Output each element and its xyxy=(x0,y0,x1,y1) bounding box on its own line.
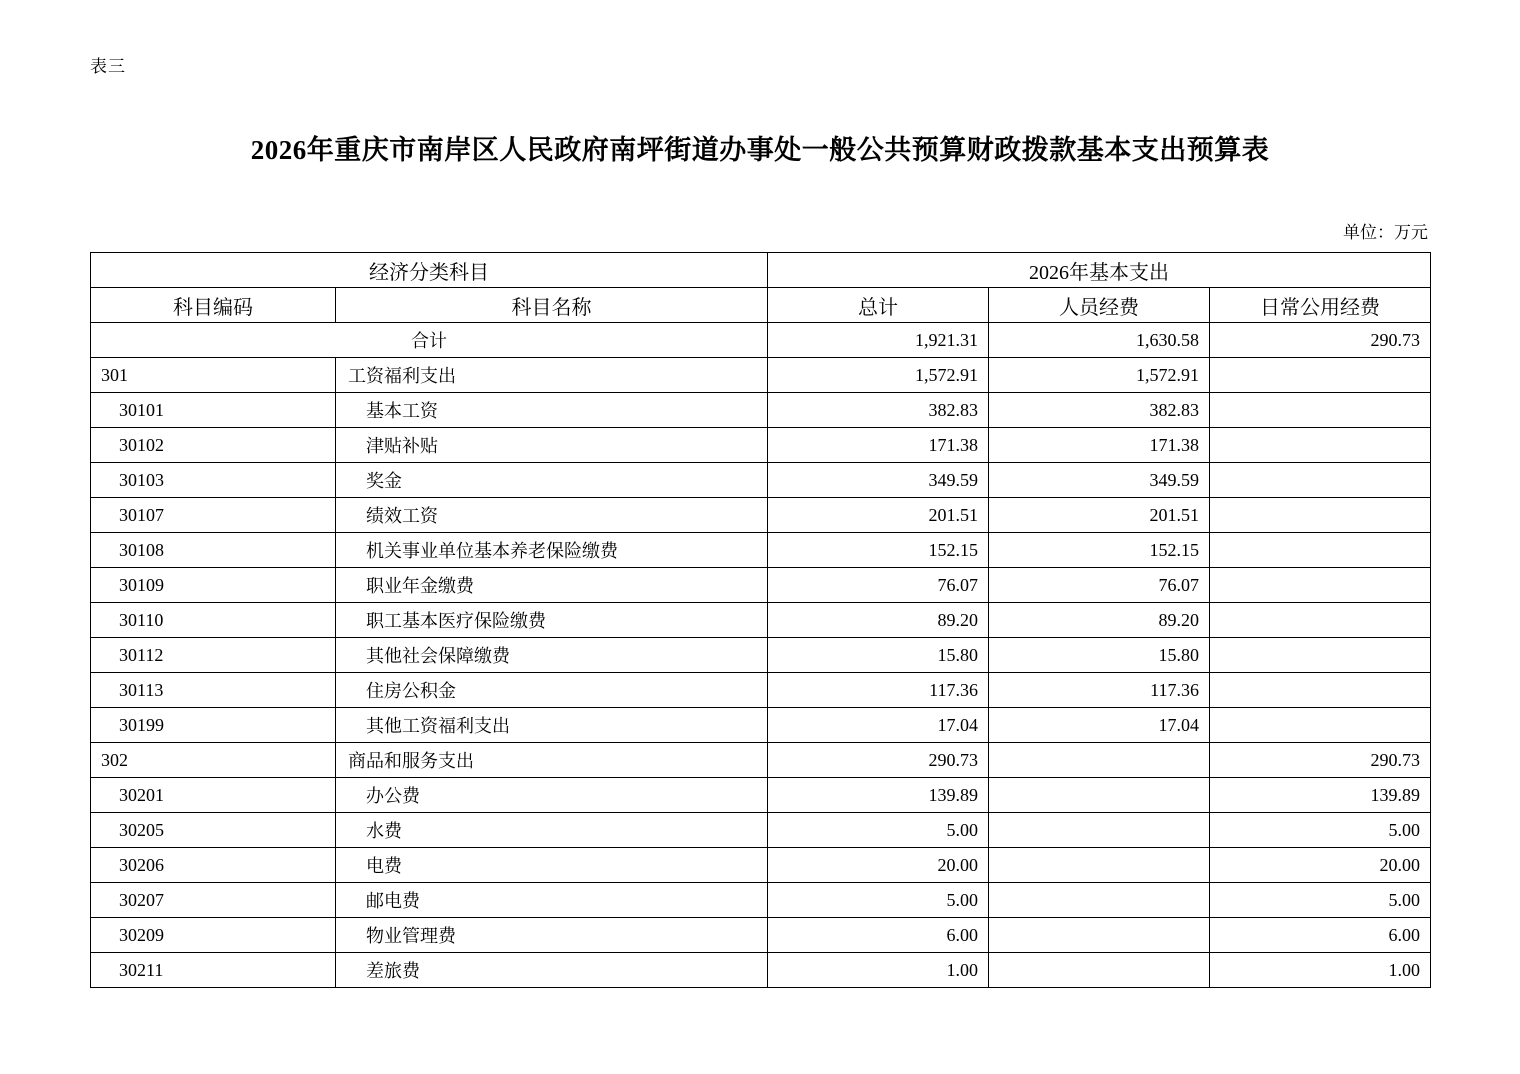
table-row xyxy=(91,953,1431,988)
cell-total: 5.00 xyxy=(768,813,989,848)
cell-total: 1.00 xyxy=(768,953,989,988)
table-row xyxy=(91,463,1431,498)
cell-personnel xyxy=(989,778,1210,813)
cell-code: 30206 xyxy=(91,848,336,883)
table-row xyxy=(91,533,1431,568)
page-title: 2026年重庆市南岸区人民政府南坪街道办事处一般公共预算财政拨款基本支出预算表 xyxy=(250,135,1270,165)
cell-total: 290.73 xyxy=(768,743,989,778)
table-row xyxy=(91,638,1431,673)
total-sum: 1,921.31 xyxy=(768,323,989,358)
table-row xyxy=(91,883,1431,918)
cell-personnel xyxy=(989,848,1210,883)
cell-code: 30109 xyxy=(91,568,336,603)
unit-note: 单位：万元 xyxy=(1343,223,1428,242)
sheet-label: 表三 xyxy=(90,57,126,76)
cell-daily: 139.89 xyxy=(1210,778,1431,813)
cell-daily: 5.00 xyxy=(1210,813,1431,848)
cell-daily: 20.00 xyxy=(1210,848,1431,883)
table-header-group-row xyxy=(91,253,1431,288)
cell-name: 奖金 xyxy=(336,463,768,498)
cell-personnel: 76.07 xyxy=(989,568,1210,603)
cell-name: 邮电费 xyxy=(336,883,768,918)
cell-name: 住房公积金 xyxy=(336,673,768,708)
cell-name: 其他工资福利支出 xyxy=(336,708,768,743)
cell-code: 30102 xyxy=(91,428,336,463)
cell-personnel: 152.15 xyxy=(989,533,1210,568)
header-col-daily: 日常公用经费 xyxy=(1210,288,1431,323)
cell-personnel: 201.51 xyxy=(989,498,1210,533)
cell-daily xyxy=(1210,358,1431,393)
cell-daily xyxy=(1210,638,1431,673)
cell-daily xyxy=(1210,533,1431,568)
cell-total: 201.51 xyxy=(768,498,989,533)
cell-code: 30209 xyxy=(91,918,336,953)
cell-daily: 6.00 xyxy=(1210,918,1431,953)
budget-table xyxy=(90,252,1431,988)
cell-daily: 5.00 xyxy=(1210,883,1431,918)
table-row xyxy=(91,568,1431,603)
cell-code: 30205 xyxy=(91,813,336,848)
table-row xyxy=(91,848,1431,883)
table-header xyxy=(91,253,1431,323)
cell-name: 办公费 xyxy=(336,778,768,813)
cell-daily xyxy=(1210,568,1431,603)
cell-personnel xyxy=(989,953,1210,988)
table-row xyxy=(91,428,1431,463)
cell-personnel: 349.59 xyxy=(989,463,1210,498)
cell-personnel xyxy=(989,918,1210,953)
total-label: 合计 xyxy=(91,323,768,358)
cell-code: 302 xyxy=(91,743,336,778)
cell-code: 30107 xyxy=(91,498,336,533)
cell-total: 17.04 xyxy=(768,708,989,743)
cell-code: 30207 xyxy=(91,883,336,918)
table-row xyxy=(91,673,1431,708)
cell-total: 171.38 xyxy=(768,428,989,463)
cell-total: 349.59 xyxy=(768,463,989,498)
cell-personnel xyxy=(989,883,1210,918)
cell-code: 30113 xyxy=(91,673,336,708)
cell-daily xyxy=(1210,673,1431,708)
cell-name: 商品和服务支出 xyxy=(336,743,768,778)
cell-total: 117.36 xyxy=(768,673,989,708)
cell-daily: 290.73 xyxy=(1210,743,1431,778)
cell-daily xyxy=(1210,603,1431,638)
cell-name: 物业管理费 xyxy=(336,918,768,953)
cell-code: 30103 xyxy=(91,463,336,498)
table-row xyxy=(91,393,1431,428)
table-row xyxy=(91,358,1431,393)
cell-name: 绩效工资 xyxy=(336,498,768,533)
cell-total: 6.00 xyxy=(768,918,989,953)
cell-total: 139.89 xyxy=(768,778,989,813)
cell-daily xyxy=(1210,428,1431,463)
header-group-basic-expenditure: 2026年基本支出 xyxy=(768,253,1431,288)
table-row-total xyxy=(91,323,1431,358)
cell-daily xyxy=(1210,463,1431,498)
cell-name: 津贴补贴 xyxy=(336,428,768,463)
cell-personnel: 1,572.91 xyxy=(989,358,1210,393)
table-row xyxy=(91,778,1431,813)
cell-personnel: 15.80 xyxy=(989,638,1210,673)
table-row xyxy=(91,813,1431,848)
table-row xyxy=(91,498,1431,533)
cell-personnel: 382.83 xyxy=(989,393,1210,428)
cell-personnel: 17.04 xyxy=(989,708,1210,743)
header-col-personnel: 人员经费 xyxy=(989,288,1210,323)
cell-name: 职业年金缴费 xyxy=(336,568,768,603)
cell-total: 15.80 xyxy=(768,638,989,673)
cell-name: 职工基本医疗保险缴费 xyxy=(336,603,768,638)
cell-total: 152.15 xyxy=(768,533,989,568)
cell-daily xyxy=(1210,393,1431,428)
cell-daily xyxy=(1210,498,1431,533)
cell-personnel: 117.36 xyxy=(989,673,1210,708)
cell-name: 基本工资 xyxy=(336,393,768,428)
table-body xyxy=(91,323,1431,988)
cell-code: 30112 xyxy=(91,638,336,673)
cell-total: 382.83 xyxy=(768,393,989,428)
total-daily: 290.73 xyxy=(1210,323,1431,358)
cell-code: 301 xyxy=(91,358,336,393)
header-col-total: 总计 xyxy=(768,288,989,323)
cell-code: 30199 xyxy=(91,708,336,743)
table-row xyxy=(91,708,1431,743)
cell-code: 30201 xyxy=(91,778,336,813)
cell-name: 水费 xyxy=(336,813,768,848)
cell-total: 89.20 xyxy=(768,603,989,638)
cell-daily xyxy=(1210,708,1431,743)
cell-total: 20.00 xyxy=(768,848,989,883)
cell-code: 30108 xyxy=(91,533,336,568)
cell-name: 差旅费 xyxy=(336,953,768,988)
cell-name: 工资福利支出 xyxy=(336,358,768,393)
cell-personnel: 171.38 xyxy=(989,428,1210,463)
cell-code: 30110 xyxy=(91,603,336,638)
total-personnel: 1,630.58 xyxy=(989,323,1210,358)
header-col-name: 科目名称 xyxy=(336,288,768,323)
cell-total: 5.00 xyxy=(768,883,989,918)
table-header-column-row xyxy=(91,288,1431,323)
cell-total: 1,572.91 xyxy=(768,358,989,393)
table-row xyxy=(91,743,1431,778)
table-row xyxy=(91,603,1431,638)
cell-name: 其他社会保障缴费 xyxy=(336,638,768,673)
header-group-economic-category: 经济分类科目 xyxy=(91,253,768,288)
cell-total: 76.07 xyxy=(768,568,989,603)
cell-code: 30211 xyxy=(91,953,336,988)
header-col-code: 科目编码 xyxy=(91,288,336,323)
cell-code: 30101 xyxy=(91,393,336,428)
cell-daily: 1.00 xyxy=(1210,953,1431,988)
cell-name: 电费 xyxy=(336,848,768,883)
cell-personnel xyxy=(989,743,1210,778)
table-row xyxy=(91,918,1431,953)
cell-personnel xyxy=(989,813,1210,848)
cell-personnel: 89.20 xyxy=(989,603,1210,638)
cell-name: 机关事业单位基本养老保险缴费 xyxy=(336,533,768,568)
